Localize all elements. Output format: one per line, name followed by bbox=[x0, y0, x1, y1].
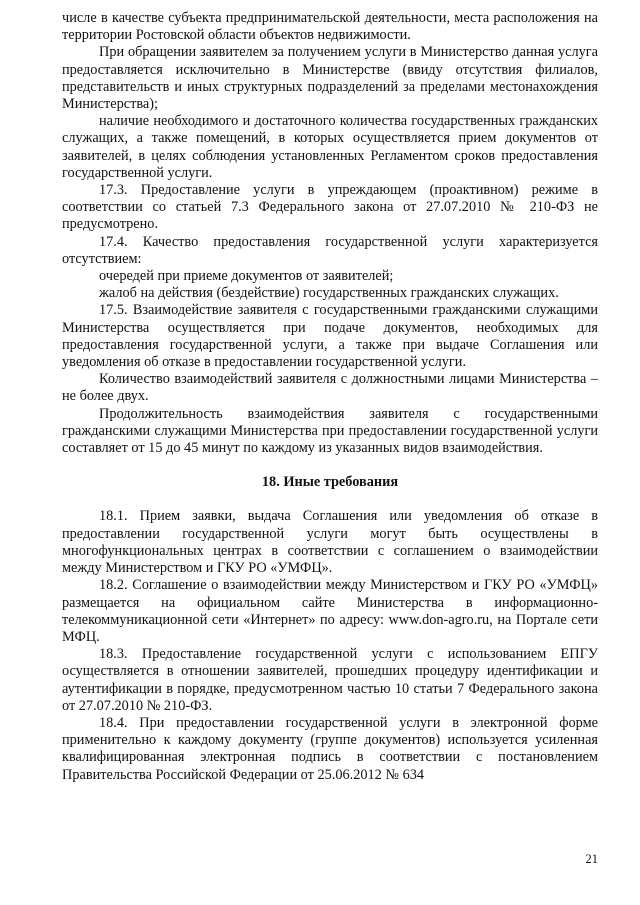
paragraph-18-2: 18.2. Соглашение о взаимодействии между Министерством и ГКУ РО «УМФЦ» размещается на официальном сайте Министерства в информационно-телекоммуникационной сети «Интернет» по адресу: www.don-agro.ru, на Портале сети МФЦ. bbox=[62, 577, 598, 645]
paragraph-interaction-duration: Продолжительность взаимодействия заявителя с государственными гражданскими служащими Министерства при предоставлении государственной услуги составляет от 15 до 45 минут по каждому из указанных видов взаимодействия. bbox=[62, 405, 598, 457]
paragraph-17-4: 17.4. Качество предоставления государственной услуги характеризуется отсутствием: bbox=[62, 233, 598, 267]
paragraph-no-complaints: жалоб на действия (бездействие) государственных гражданских служащих. bbox=[99, 285, 559, 302]
paragraph-17-5: 17.5. Взаимодействие заявителя с государственными гражданскими служащими Министерства осуществляется при подаче документов, необходимых для предоставления государственной услуги, а также при выдаче Соглашения или уведомления об отказе в предоставлении государственной услуги. bbox=[62, 302, 598, 371]
paragraph-18-1: 18.1. Прием заявки, выдача Соглашения или уведомления об отказе в предоставлении государственной услуги могут быть осуществлены в многофункциональных центрах в соответствии с соглашением о взаимодействии между Министерством и ГКУ РО «УМФЦ». bbox=[62, 508, 598, 577]
spacer bbox=[62, 457, 598, 474]
paragraph-ministry-only: При обращении заявителем за получением услуги в Министерство данная услуга предоставляется исключительно в Министерстве (ввиду отсутствия филиалов, представительств и иных структурных подразделений за пределами местонахождения Министерства); bbox=[62, 44, 598, 113]
paragraph-continuation: числе в качестве субъекта предпринимательской деятельности, места расположения на территории Ростовской области объектов недвижимости. bbox=[62, 10, 598, 44]
paragraph-18-3: 18.3. Предоставление государственной услуги с использованием ЕПГУ осуществляется в отношении заявителей, прошедших процедуру идентификации и аутентификации в порядке, предусмотренном частью 10 статьи 7 Федерального закона от 27.07.2010 № 210-ФЗ. bbox=[62, 646, 598, 714]
page-number: 21 bbox=[585, 852, 598, 866]
paragraph-17-3: 17.3. Предоставление услуги в упреждающем (проактивном) режиме в соответствии со статьей 7.3 Федерального закона от 27.07.2010 № 210-ФЗ не предусмотрено. bbox=[62, 182, 598, 233]
paragraph-no-queues: очередей при приеме документов от заявителей; bbox=[99, 268, 394, 285]
spacer bbox=[62, 491, 598, 508]
paragraph-18-4: 18.4. При предоставлении государственной услуги в электронной форме применительно к каждому документу (группе документов) используется усиленная квалифицированная электронная подпись в соответствии с постановлением Правительства Российской Федерации от 25.06.2012 № 634 bbox=[62, 714, 598, 783]
paragraph-interaction-count: Количество взаимодействий заявителя с должностными лицами Министерства – не более двух. bbox=[62, 371, 598, 405]
section-heading: 18. Иные требования bbox=[261, 474, 399, 491]
paragraph-staff-availability: наличие необходимого и достаточного количества государственных гражданских служащих, а также помещений, в которых осуществляется прием документов от заявителей, в целях соблюдения установленных Регламентом сроков предоставления государственной услуги. bbox=[62, 113, 598, 181]
